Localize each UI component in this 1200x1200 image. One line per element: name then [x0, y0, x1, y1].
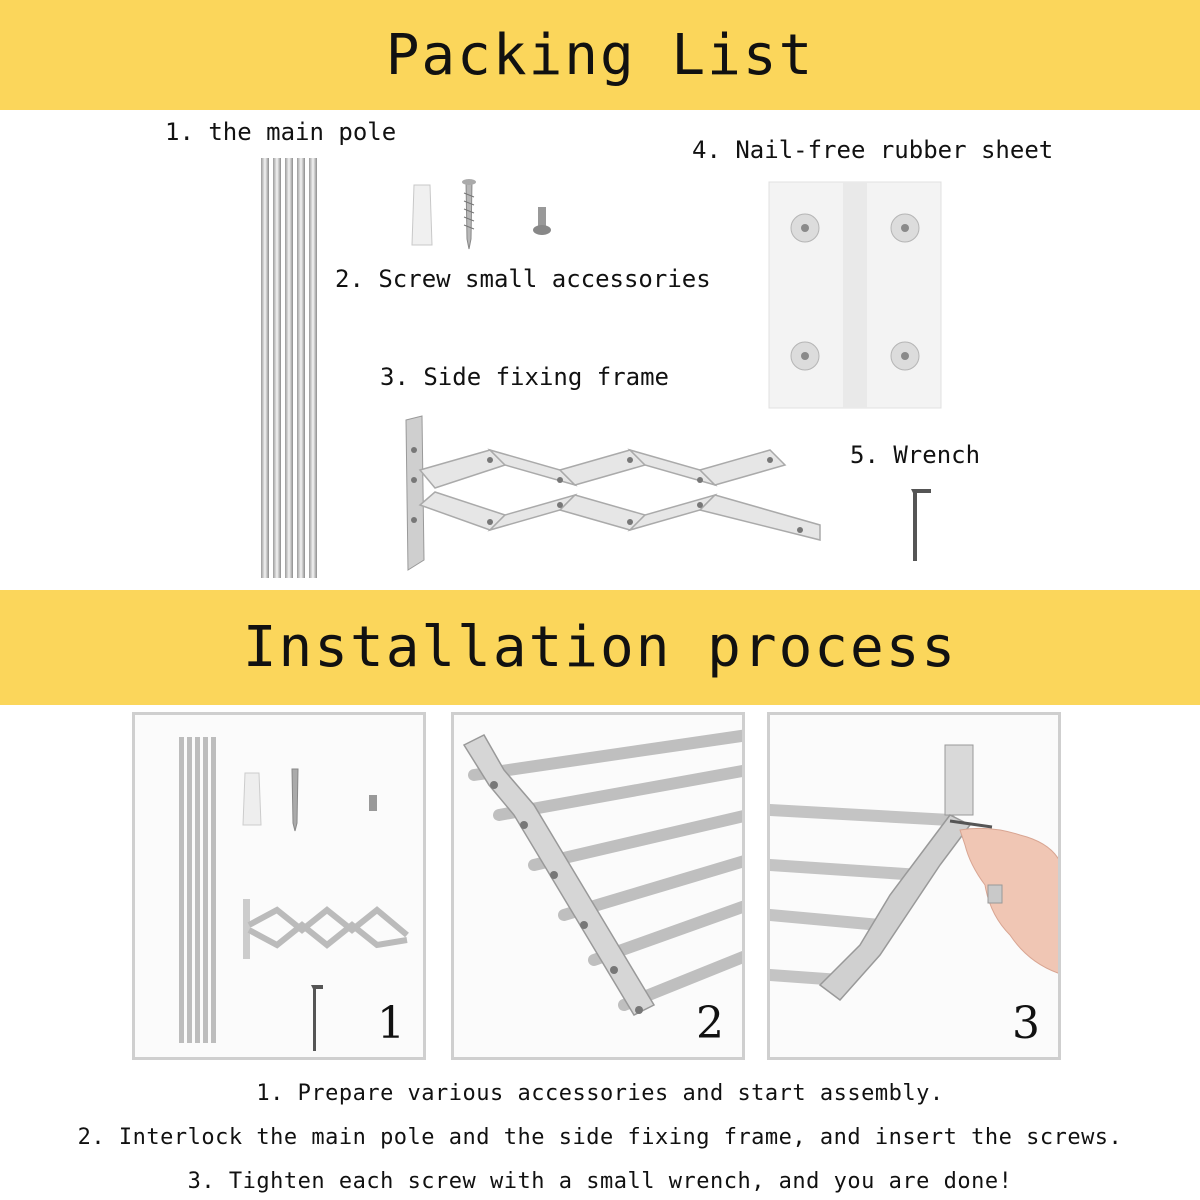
item-side-frame-label: 3. Side fixing frame	[380, 363, 669, 391]
item-rubber-sheet-label: 4. Nail-free rubber sheet	[692, 136, 1054, 164]
panel-1-poles-image	[177, 735, 227, 1047]
panel-1-wrench-image	[307, 983, 327, 1055]
item-main-pole-label: 1. the main pole	[165, 118, 397, 146]
rubber-sheet-image	[765, 180, 945, 410]
packing-list-title: Packing List	[385, 22, 815, 88]
step-3-text: 3. Tighten each screw with a small wrench, and you are done!	[187, 1169, 1013, 1194]
panel-1-frame-image	[237, 895, 417, 965]
step-2-text: 2. Interlock the main pole and the side fixing frame, and insert the screws.	[77, 1125, 1123, 1150]
side-fixing-frame-image	[380, 410, 830, 580]
installation-title: Installation process	[242, 615, 958, 680]
item-screws-label: 2. Screw small accessories	[335, 265, 711, 293]
install-panel-1	[132, 712, 426, 1060]
panel-1-screws-image	[235, 765, 395, 845]
wrench-image	[905, 485, 935, 565]
screw-accessories-image	[400, 175, 570, 260]
install-panel-2	[451, 712, 745, 1060]
main-pole-image	[255, 150, 330, 582]
item-wrench-label: 5. Wrench	[850, 441, 981, 469]
panel-3-number: 3	[1012, 998, 1040, 1049]
panel-1-number: 1	[377, 998, 405, 1049]
install-panel-3	[767, 712, 1061, 1060]
panel-2-number: 2	[696, 998, 724, 1049]
installation-banner	[0, 590, 1200, 705]
step-1-text: 1. Prepare various accessories and start assembly.	[256, 1081, 944, 1106]
packing-list-banner	[0, 0, 1200, 110]
